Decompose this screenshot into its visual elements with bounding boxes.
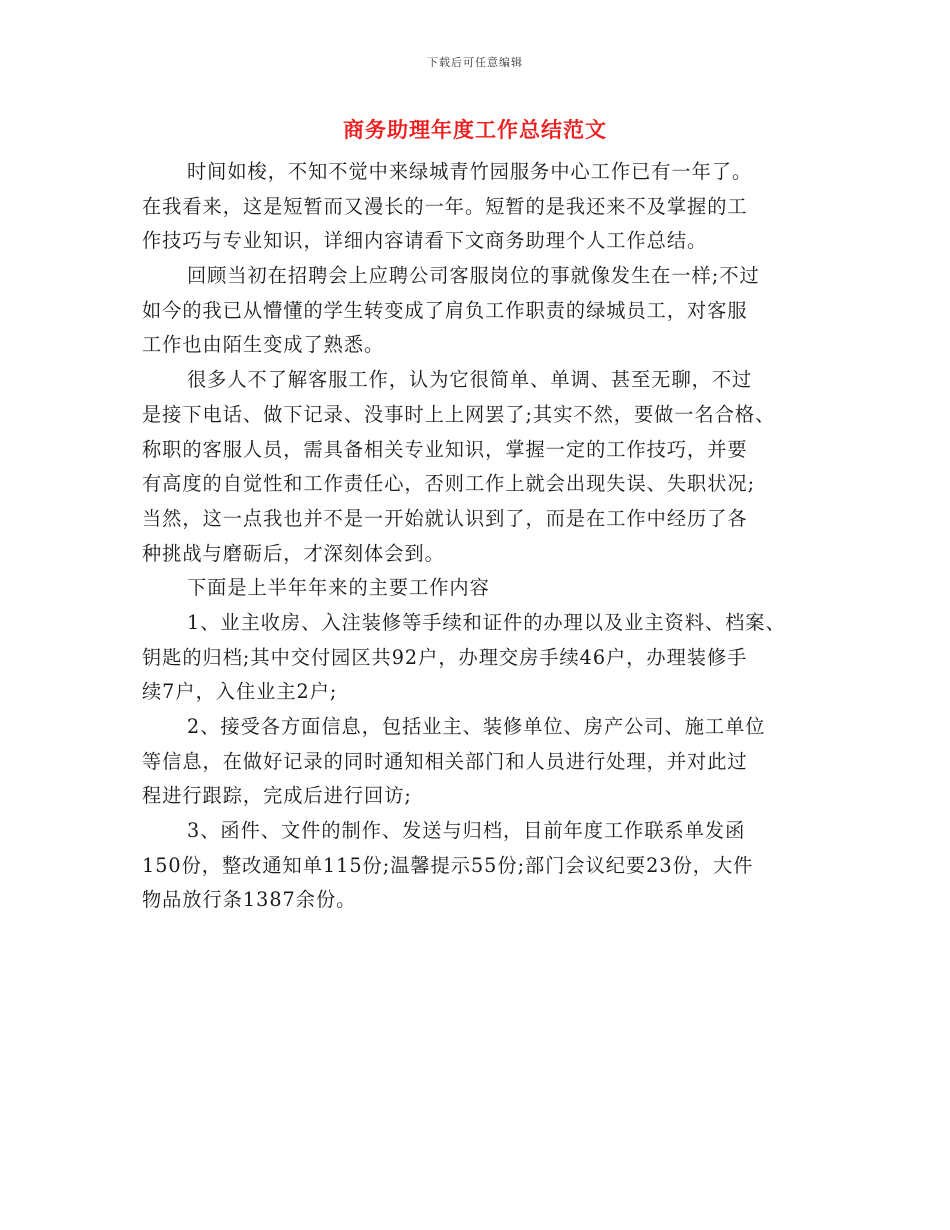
text-line: 工作也由陌生变成了熟悉。 [142, 333, 385, 357]
text-line: 时间如梭，不知不觉中来绿城青竹园服务中心工作已有一年了。 [187, 160, 753, 183]
paragraph-5 [142, 606, 810, 710]
paragraph-6 [142, 710, 810, 814]
text-line: 150份，整改通知单115份;温馨提示55份;部门会议纪要23份，大件 [142, 853, 754, 877]
header-note: 下载后可任意编辑 [427, 56, 523, 69]
text-line: 程进行跟踪，完成后进行回访; [142, 784, 412, 808]
text-line: 在我看来，这是短暂而又漫长的一年。短暂的是我还来不及掌握的工 [142, 194, 748, 218]
text-line: 很多人不了解客服工作，认为它很简单、单调、甚至无聊，不过 [187, 368, 753, 392]
text-line: 种挑战与磨砺后，才深刻体会到。 [142, 541, 445, 565]
text-line: 3、函件、文件的制作、发送与归档，目前年度工作联系单发函 [187, 819, 746, 843]
paragraph-7 [142, 814, 810, 918]
text-line: 物品放行条1387余份。 [142, 888, 357, 912]
text-line: 回顾当初在招聘会上应聘公司客服岗位的事就像发生在一样;不过 [187, 264, 760, 288]
text-line: 有高度的自觉性和工作责任心，否则工作上就会出现失误、失职状况; [142, 472, 756, 496]
paragraph-2 [142, 259, 810, 363]
paragraph-4 [142, 571, 810, 606]
text-line: 如今的我已从懵懂的学生转变成了肩负工作职责的绿城员工，对客服 [142, 298, 748, 322]
document-body [142, 155, 810, 918]
text-line: 钥匙的归档;其中交付园区共92户，办理交房手续46户，办理装修手 [142, 645, 748, 669]
text-line: 1、业主收房、入注装修等手续和证件的办理以及业主资料、档案、 [187, 610, 786, 634]
text-line: 续7户，入住业主2户; [142, 680, 338, 704]
text-line: 称职的客服人员，需具备相关专业知识，掌握一定的工作技巧，并要 [142, 437, 748, 461]
text-line: 2、接受各方面信息，包括业主、装修单位、房产公司、施工单位 [187, 715, 766, 738]
text-line: 下面是上半年年来的主要工作内容 [187, 576, 490, 600]
paragraph-1 [142, 155, 810, 259]
text-line: 等信息，在做好记录的同时通知相关部门和人员进行处理，并对此过 [142, 749, 748, 773]
document-title: 商务助理年度工作总结范文 [343, 117, 607, 142]
text-line: 是接下电话、做下记录、没事时上上网罢了;其实不然，要做一名合格、 [142, 402, 776, 426]
text-line: 当然，这一点我也并不是一开始就认识到了，而是在工作中经历了各 [142, 506, 748, 530]
text-line: 作技巧与专业知识，详细内容请看下文商务助理个人工作总结。 [142, 229, 708, 253]
paragraph-3 [142, 363, 810, 571]
